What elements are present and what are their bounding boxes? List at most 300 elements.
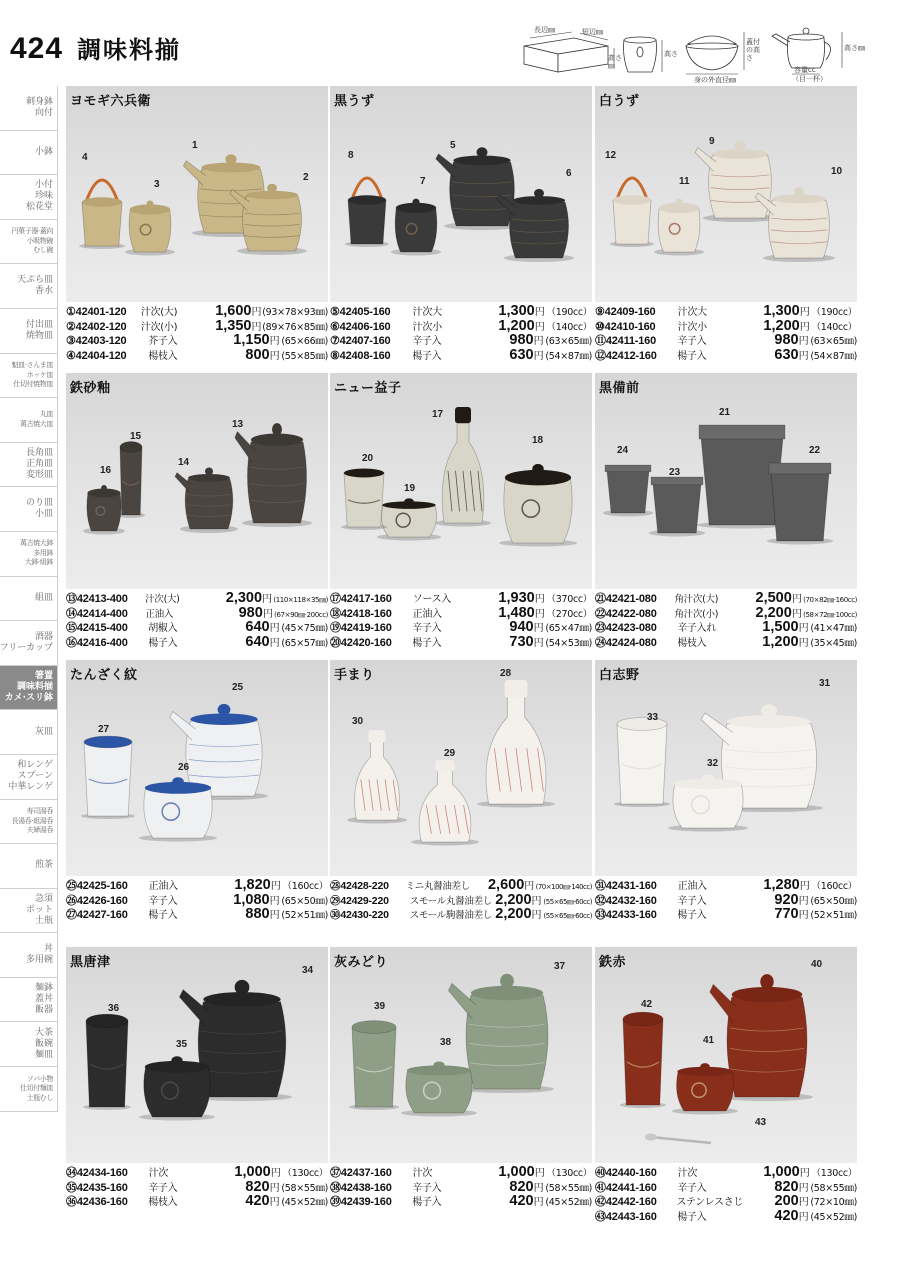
side-index-item[interactable]	[0, 220, 58, 265]
currency-unit: 円	[269, 336, 280, 348]
side-index-label: 松花堂	[25, 202, 53, 213]
currency-unit: 円	[262, 594, 273, 605]
product-illustration	[66, 86, 328, 302]
product-row	[595, 893, 857, 908]
side-index	[0, 86, 58, 1112]
product-price: 1,000	[498, 1164, 535, 1180]
product-price: 980	[774, 332, 799, 349]
product-row	[66, 1194, 328, 1209]
product-code-number: 42439-160	[340, 1196, 392, 1209]
product-name: 汁次(小)	[140, 321, 178, 333]
vessel-illustration	[620, 1012, 666, 1108]
item-number-label: 43	[755, 1117, 767, 1128]
series-name: 白志野	[599, 668, 640, 683]
product-row	[595, 304, 857, 319]
side-index-item[interactable]	[0, 800, 58, 845]
vessel-illustration	[175, 468, 238, 533]
product-photo[interactable]	[595, 660, 857, 876]
side-index-label: 灰皿	[34, 726, 53, 737]
product-price: 880	[245, 906, 270, 923]
item-number-label: 22	[809, 445, 821, 456]
series-name: 灰みどり	[334, 955, 389, 970]
series-name: 黒備前	[599, 381, 640, 396]
item-number-label: 4	[82, 152, 88, 163]
product-code-number: 42428-220	[340, 880, 389, 892]
side-index-item[interactable]	[0, 755, 58, 800]
product-index: ㉕	[66, 880, 77, 892]
product-row	[330, 591, 592, 606]
product-index: ㊱	[66, 1196, 77, 1209]
side-index-label: 寿司湯呑	[26, 807, 53, 816]
product-illustration	[595, 373, 857, 589]
side-index-item[interactable]	[0, 354, 58, 399]
side-index-item[interactable]	[0, 398, 58, 443]
side-index-label: 仕切付焼物皿	[13, 380, 53, 389]
product-spec: (58×55㎜)	[545, 1182, 592, 1194]
side-index-item[interactable]	[0, 309, 58, 354]
side-index-label: 調味料揃	[16, 682, 53, 693]
side-index-label: 酒器	[34, 631, 53, 642]
product-name: 辛子入	[677, 336, 707, 348]
vessel-illustration	[83, 1014, 131, 1110]
product-code-number: 42402-120	[75, 320, 127, 333]
product-index: ㉙	[330, 894, 341, 907]
product-photo[interactable]	[330, 947, 592, 1163]
product-spec: (41×47㎜)	[810, 623, 857, 635]
currency-unit: 円	[251, 307, 262, 318]
side-index-label: 天ぷら皿	[16, 275, 53, 286]
legend-box-height: 高さ㎜	[608, 54, 622, 70]
side-index-label: スプーン	[17, 771, 53, 782]
product-price: 420	[509, 1193, 534, 1210]
product-spec: (45×75㎜)	[281, 623, 328, 635]
currency-unit: 円	[269, 623, 280, 635]
side-index-label: ポット	[25, 904, 53, 915]
product-spec: （130cc）	[282, 1168, 328, 1179]
currency-unit: 円	[269, 350, 280, 362]
product-row	[66, 591, 328, 606]
side-index-item[interactable]	[0, 1067, 58, 1112]
product-name: 楊枝入	[677, 637, 707, 649]
side-index-label: 長角皿	[25, 448, 53, 459]
vessel-illustration	[603, 465, 653, 517]
side-index-label: のり皿	[25, 498, 53, 509]
product-photo[interactable]	[330, 86, 592, 302]
product-row	[330, 333, 592, 348]
product-code	[66, 320, 141, 335]
product-illustration	[66, 660, 328, 876]
product-price: 2,200	[495, 906, 532, 923]
side-index-label: 夫婦湯呑	[26, 826, 53, 835]
item-number-label: 33	[647, 712, 659, 723]
product-name: 楊子入	[677, 350, 707, 362]
item-number-label: 39	[374, 1001, 386, 1012]
product-photo[interactable]	[330, 660, 592, 876]
item-number-label: 11	[679, 176, 690, 187]
side-index-item[interactable]	[0, 889, 58, 934]
item-number-label: 21	[719, 407, 731, 418]
side-index-label: 飯碗	[34, 1038, 53, 1049]
product-price: 200	[774, 1193, 799, 1210]
product-row	[66, 620, 328, 635]
product-code	[66, 349, 148, 364]
product-spec: （190cc）	[546, 307, 592, 318]
legend-long-side: 長辺㎜	[534, 26, 555, 34]
product-spec: （130cc）	[811, 1168, 857, 1179]
product-row	[330, 319, 592, 334]
item-number-label: 35	[176, 1039, 188, 1050]
product-spec: （140cc）	[811, 321, 857, 333]
side-index-label: カメ·スリ鉢	[4, 693, 53, 704]
product-code-number: 42414-400	[76, 607, 128, 620]
product-code	[595, 1195, 676, 1210]
product-code-number: 42443-160	[605, 1210, 657, 1223]
side-index-item[interactable]	[0, 1022, 58, 1067]
product-spec: (110×118×35㎜)	[273, 596, 328, 604]
product-index: ⑰	[330, 593, 341, 605]
product-price: 1,000	[763, 1164, 800, 1180]
product-index: ㊵	[595, 1167, 606, 1179]
side-index-label: 萬古焼大鉢	[20, 539, 53, 548]
product-index: ㉝	[595, 909, 606, 922]
dimension-legend	[516, 16, 896, 82]
item-number-label: 9	[709, 136, 715, 147]
product-price: 1,930	[498, 590, 535, 606]
side-index-item[interactable]	[0, 666, 58, 711]
currency-unit: 円	[791, 594, 802, 605]
product-index: ㉑	[595, 593, 606, 605]
product-price: 800	[245, 346, 270, 363]
currency-unit: 円	[269, 910, 280, 922]
product-price: 1,000	[234, 1164, 271, 1180]
product-code-number: 42418-160	[340, 607, 392, 620]
product-code	[66, 334, 148, 349]
product-code	[330, 592, 413, 607]
side-index-label: 焼物皿	[25, 330, 53, 341]
product-spec: （160cc）	[811, 881, 857, 892]
page-number: 424	[10, 32, 64, 65]
product-name: 胡椒入	[148, 623, 178, 635]
product-name: 辛子入	[677, 1182, 707, 1194]
product-code	[330, 1195, 412, 1210]
product-code-number: 42423-080	[605, 622, 657, 635]
side-index-item[interactable]	[0, 532, 58, 577]
product-photo[interactable]	[595, 373, 857, 589]
side-index-label: 正角皿	[25, 459, 53, 470]
product-code	[330, 349, 412, 364]
item-number-label: 23	[669, 467, 681, 478]
currency-unit: 円	[799, 321, 810, 333]
product-photo[interactable]	[330, 373, 592, 589]
legend-capacity-note: （目一杯）	[792, 75, 827, 83]
product-index: ㊶	[595, 1181, 606, 1194]
product-code	[330, 636, 412, 651]
product-price: 820	[509, 1178, 534, 1195]
product-photo[interactable]	[595, 86, 857, 302]
product-code	[330, 1181, 412, 1196]
product-list	[595, 1165, 857, 1223]
product-index: ⑯	[66, 636, 77, 649]
product-illustration	[595, 86, 857, 302]
product-name: 芥子入	[148, 336, 178, 348]
product-photo[interactable]	[66, 373, 328, 589]
currency-unit: 円	[269, 895, 280, 907]
product-spec: (45×52㎜)	[545, 1197, 592, 1209]
currency-unit: 円	[799, 1168, 810, 1179]
currency-unit: 円	[534, 594, 545, 605]
product-illustration	[66, 373, 328, 589]
product-index: ⑱	[330, 607, 341, 620]
product-code-number: 42401-120	[75, 306, 127, 318]
product-code	[66, 1195, 148, 1210]
side-index-item[interactable]	[0, 621, 58, 666]
product-code-number: 42436-160	[76, 1196, 128, 1209]
product-row	[66, 907, 328, 922]
product-price: 1,820	[234, 877, 271, 893]
product-spec: (63×65㎜)	[810, 336, 857, 348]
product-code	[66, 305, 141, 320]
product-code-number: 42411-160	[605, 335, 657, 348]
legend-pot-height: 高さ㎜	[844, 44, 865, 52]
product-name: 角汁次(小)	[674, 608, 719, 620]
product-price: 1,600	[215, 303, 252, 319]
product-row	[595, 907, 857, 922]
product-index: ㉓	[595, 622, 606, 635]
side-index-label: 小鉢	[34, 146, 53, 157]
side-index-label: 大鉢·組鉢	[24, 558, 53, 567]
side-index-label: 向付	[34, 107, 53, 118]
item-number-label: 37	[554, 961, 566, 972]
product-code	[66, 879, 149, 894]
product-code	[595, 320, 678, 335]
currency-unit: 円	[798, 895, 809, 907]
product-price: 630	[774, 346, 799, 363]
item-number-label: 41	[703, 1035, 715, 1046]
product-spec: （140cc）	[546, 321, 592, 333]
product-code	[66, 894, 148, 909]
side-index-item[interactable]	[0, 443, 58, 488]
side-index-item[interactable]	[0, 933, 58, 978]
vessel-illustration	[695, 141, 777, 222]
product-spec: (58×55㎜)	[281, 1182, 328, 1194]
product-code-number: 42422-080	[605, 607, 657, 620]
currency-unit: 円	[533, 1182, 544, 1194]
product-index: ⑲	[330, 622, 341, 635]
product-row	[595, 333, 857, 348]
product-price: 820	[245, 1178, 270, 1195]
item-number-label: 12	[605, 150, 617, 161]
vessel-illustration	[435, 407, 491, 527]
side-index-item[interactable]	[0, 264, 58, 309]
product-index: ①	[66, 306, 76, 318]
vessel-illustration	[767, 463, 833, 545]
product-name: 辛子入	[148, 1182, 178, 1194]
product-code-number: 42429-220	[340, 894, 389, 907]
side-index-item[interactable]	[0, 978, 58, 1023]
currency-unit: 円	[798, 910, 809, 922]
currency-unit: 円	[534, 321, 545, 333]
product-index: ㉘	[330, 880, 341, 892]
product-price: 2,300	[225, 590, 263, 606]
currency-unit: 円	[798, 1211, 809, 1223]
product-spec: (54×53㎜)	[545, 637, 592, 649]
product-photo[interactable]	[66, 86, 328, 302]
currency-unit: 円	[524, 881, 535, 892]
product-index: ⑨	[595, 306, 605, 318]
item-number-label: 6	[566, 168, 572, 179]
product-spec: (54×87㎜)	[810, 350, 857, 362]
product-row	[66, 635, 328, 650]
item-number-label: 25	[232, 682, 244, 693]
product-illustration	[330, 947, 592, 1163]
product-spec: (93×78×93㎜)	[262, 307, 328, 318]
product-code	[595, 1210, 677, 1225]
product-index: ㉛	[595, 880, 606, 892]
vessel-illustration	[649, 477, 705, 537]
product-code-number: 42433-160	[605, 909, 657, 922]
side-index-item[interactable]	[0, 86, 58, 131]
product-spec: (52×51㎜)	[281, 910, 328, 922]
product-index: ③	[66, 335, 76, 348]
product-name: 辛子入れ	[677, 623, 717, 635]
side-index-label: 煎茶	[34, 860, 53, 871]
item-number-label: 32	[707, 758, 719, 769]
item-number-label: 17	[432, 409, 444, 420]
series-name: 手まり	[334, 668, 375, 683]
vessel-illustration	[411, 760, 479, 846]
product-illustration	[595, 660, 857, 876]
product-photo[interactable]	[595, 947, 857, 1163]
product-row	[595, 319, 857, 334]
currency-unit: 円	[269, 1197, 280, 1209]
product-name: 楊子入	[677, 1211, 707, 1223]
side-index-label: 中華レンゲ	[8, 782, 53, 793]
product-row	[66, 606, 328, 621]
item-number-label: 1	[192, 140, 198, 151]
product-price: 1,150	[233, 332, 270, 349]
vessel-illustration	[345, 178, 389, 247]
product-list	[66, 591, 328, 649]
side-index-label: 萬古焼大皿	[20, 419, 53, 428]
side-index-item[interactable]	[0, 175, 58, 220]
product-code-number: 42404-120	[75, 349, 127, 362]
product-code-number: 42416-400	[76, 636, 128, 649]
product-photo[interactable]	[66, 947, 328, 1163]
product-code	[330, 1166, 413, 1181]
item-number-label: 3	[154, 179, 160, 190]
product-price: 2,200	[755, 604, 792, 621]
currency-unit: 円	[798, 336, 809, 348]
side-index-item[interactable]	[0, 710, 58, 755]
product-code-number: 42431-160	[605, 880, 657, 892]
product-spec: (70×82㎜·160cc)	[803, 596, 857, 604]
product-name: 楊子入	[412, 637, 442, 649]
product-row	[330, 893, 592, 908]
side-index-label: 箸置	[34, 671, 53, 682]
product-row	[66, 893, 328, 908]
vessel-illustration	[347, 730, 407, 824]
product-code-number: 42420-160	[340, 636, 392, 649]
side-index-label: 麺鉢	[34, 983, 53, 994]
item-number-label: 38	[440, 1037, 452, 1048]
product-index: ⑥	[330, 320, 340, 333]
product-price: 1,300	[498, 303, 535, 319]
vessel-illustration	[610, 178, 654, 247]
product-price: 2,600	[487, 877, 525, 893]
legend-lid-height: 蓋付の高さ	[746, 38, 760, 62]
series-name: ニュー益子	[334, 381, 402, 396]
item-number-label: 8	[348, 150, 354, 161]
side-index-label: 和レンゲ	[17, 760, 53, 771]
product-name: 辛子入	[412, 623, 442, 635]
vessel-illustration	[81, 736, 135, 819]
product-price: 2,200	[495, 891, 532, 908]
product-price: 1,200	[762, 633, 799, 650]
product-price: 630	[509, 346, 534, 363]
product-row	[330, 606, 592, 621]
product-spec: (65×57㎜)	[281, 637, 328, 649]
side-index-item[interactable]	[0, 487, 58, 532]
currency-unit: 円	[269, 637, 280, 649]
product-code-number: 42435-160	[76, 1181, 128, 1194]
product-spec: (65×66㎜)	[281, 336, 328, 348]
product-name: 辛子入	[148, 895, 178, 907]
product-row	[595, 1209, 857, 1224]
currency-unit: 円	[251, 321, 262, 333]
vessel-illustration	[139, 777, 217, 841]
vessel-illustration	[401, 1061, 477, 1116]
product-index: ㉚	[330, 909, 341, 922]
product-name: 辛子入	[677, 895, 707, 907]
product-name: ステンレスさじ	[676, 1197, 744, 1209]
item-number-label: 10	[831, 166, 843, 177]
product-code-number: 42412-160	[605, 349, 657, 362]
vessel-illustration	[614, 718, 670, 807]
item-number-label: 14	[178, 457, 190, 468]
product-code	[66, 621, 148, 636]
product-name: 辛子入	[412, 1182, 442, 1194]
product-code-number: 42419-160	[340, 622, 392, 635]
product-row	[595, 1165, 857, 1180]
side-index-item[interactable]	[0, 577, 58, 622]
product-name: 辛子入	[412, 336, 442, 348]
side-index-label: むし碗	[33, 246, 53, 255]
product-code-number: 42421-080	[605, 593, 657, 605]
product-photo[interactable]	[66, 660, 328, 876]
item-number-label: 31	[819, 678, 831, 689]
product-row	[330, 635, 592, 650]
currency-unit: 円	[534, 307, 545, 318]
product-row	[330, 348, 592, 363]
product-spec: (35×45㎜)	[810, 637, 857, 649]
product-code-number: 42442-160	[605, 1196, 657, 1209]
product-list	[330, 1165, 592, 1209]
product-code	[330, 894, 410, 909]
vessel-illustration	[654, 199, 704, 256]
product-code	[595, 894, 677, 909]
product-row	[66, 1180, 328, 1195]
product-price: 1,500	[762, 619, 799, 636]
product-code	[595, 334, 677, 349]
side-index-item[interactable]	[0, 844, 58, 889]
vessel-illustration	[499, 464, 577, 547]
product-row	[330, 620, 592, 635]
product-row	[66, 333, 328, 348]
side-index-label: 土瓶むし	[26, 1093, 53, 1102]
side-index-label: 多用碗	[25, 955, 53, 966]
side-index-item[interactable]	[0, 131, 58, 176]
side-index-label: ソバ小物	[26, 1074, 53, 1083]
